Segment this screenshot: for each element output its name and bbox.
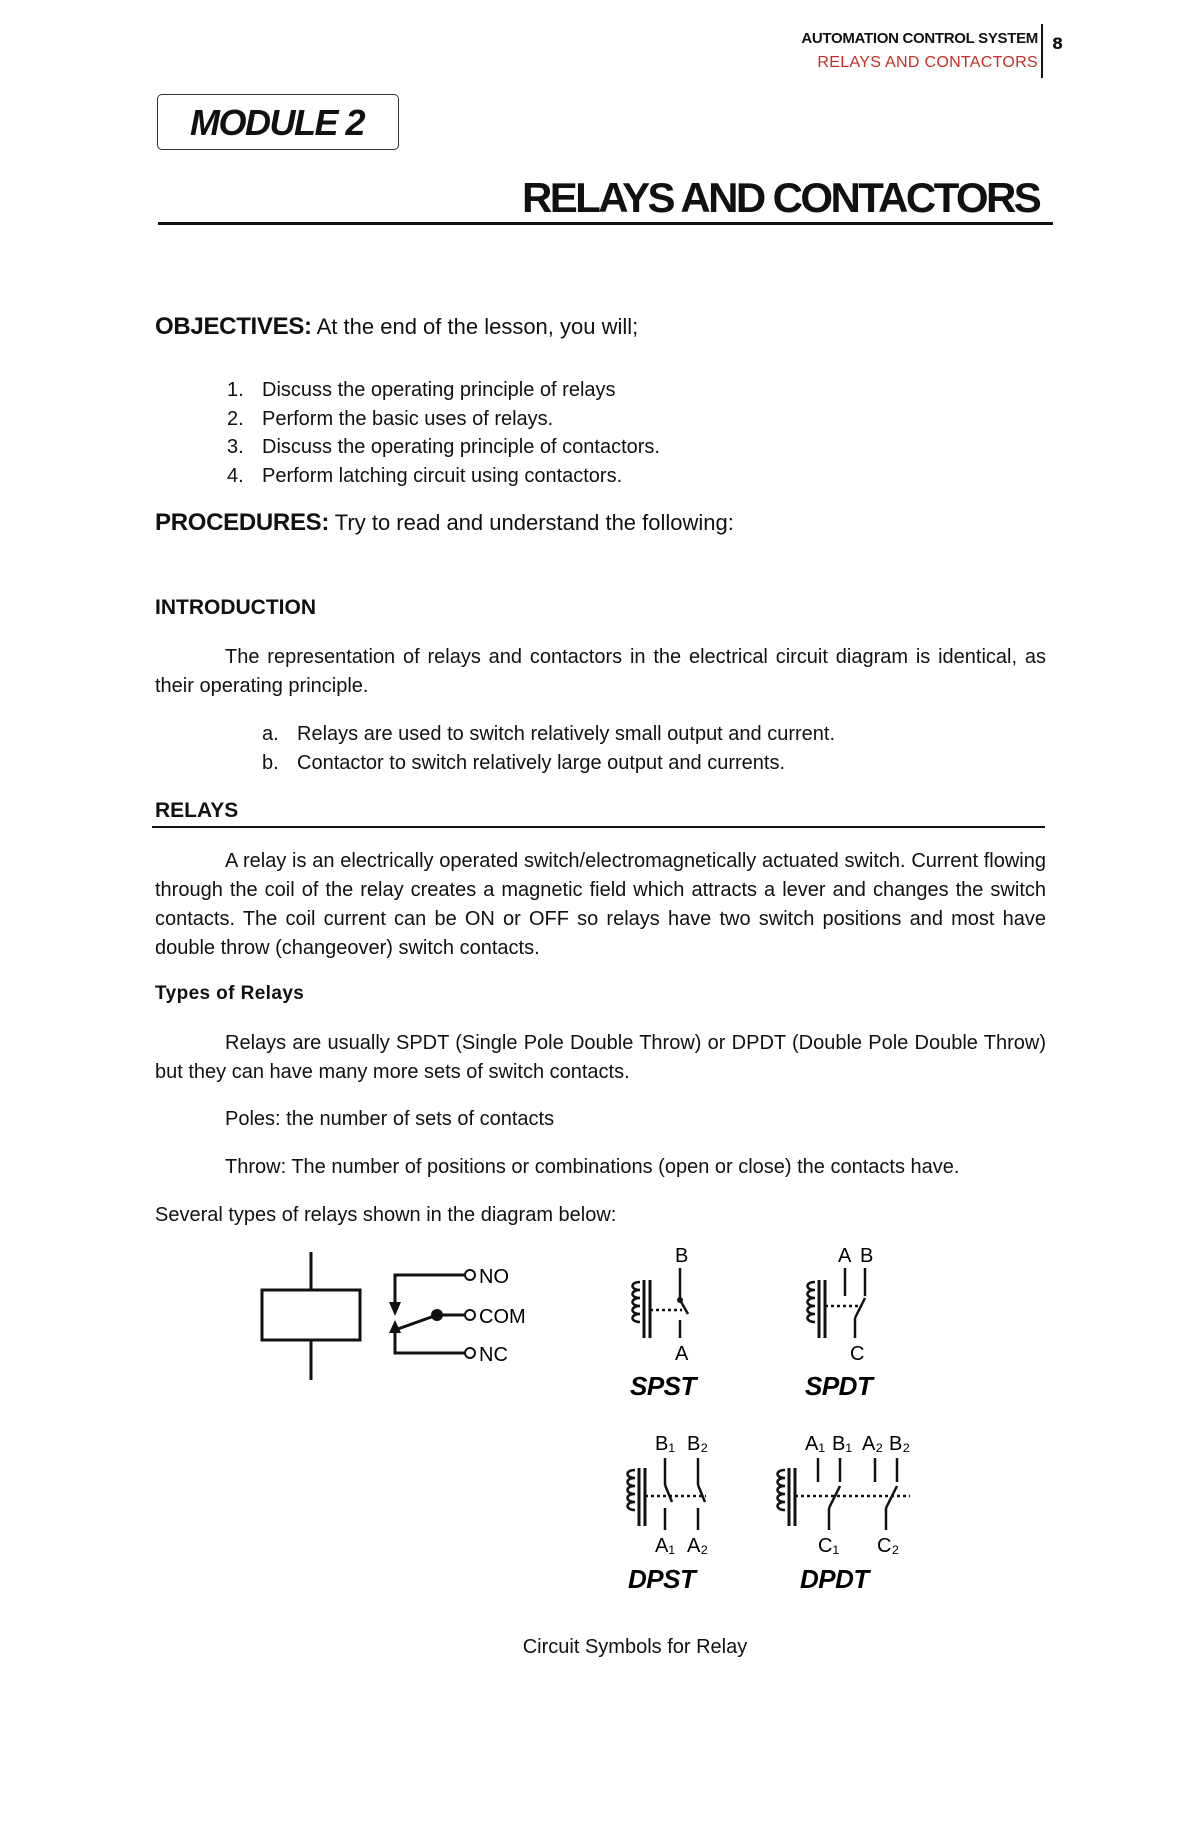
list-item bbox=[227, 462, 660, 491]
relays-paragraph bbox=[155, 847, 1046, 963]
list-item bbox=[227, 405, 660, 434]
list-item bbox=[262, 720, 835, 749]
diagram-intro: Several types of relays shown in the diagram below: bbox=[155, 1204, 617, 1226]
header-course-title: AUTOMATION CONTROL SYSTEM bbox=[801, 30, 1038, 47]
introduction-list bbox=[262, 720, 835, 777]
types-text: Relays are usually SPDT (Single Pole Double Throw) or DPDT (Double Pole Double Throw) but they can have many more sets of switch contacts. bbox=[155, 1032, 1046, 1083]
relays-underline bbox=[152, 826, 1045, 828]
dpdt-top-3-terminal: A₂ bbox=[862, 1433, 884, 1455]
dpdt-symbol bbox=[778, 1458, 911, 1530]
dpst-bottom-2-terminal: A₂ bbox=[687, 1535, 709, 1557]
list-number: 4. bbox=[227, 464, 244, 487]
list-number: 1. bbox=[227, 379, 244, 401]
list-text: Perform the basic uses of relays. bbox=[262, 407, 554, 430]
introduction-heading: INTRODUCTION bbox=[155, 596, 316, 619]
dpdt-top-1-terminal: A₁ bbox=[805, 1433, 826, 1455]
throw-definition: Throw: The number of positions or combinations (open or close) the contacts have. bbox=[225, 1156, 960, 1178]
list-number: 3. bbox=[227, 436, 244, 458]
nc-terminal-label: NC bbox=[479, 1344, 508, 1366]
types-paragraph bbox=[155, 1029, 1046, 1087]
list-text: Contactor to switch relatively large output and currents. bbox=[297, 751, 786, 774]
types-of-relays-heading: Types of Relays bbox=[155, 983, 305, 1004]
list-letter: b. bbox=[262, 751, 279, 774]
spst-symbol bbox=[633, 1268, 689, 1338]
relays-heading: RELAYS bbox=[155, 799, 239, 822]
dpst-symbol bbox=[628, 1458, 707, 1530]
introduction-paragraph bbox=[155, 643, 1046, 701]
title-underline bbox=[158, 222, 1053, 225]
objectives-intro: At the end of the lesson, you will; bbox=[311, 314, 639, 339]
spst-label: SPST bbox=[630, 1371, 696, 1401]
list-number: 2. bbox=[227, 407, 244, 430]
header-chapter-title: RELAYS AND CONTACTORS bbox=[817, 54, 1038, 71]
spdt-bottom-terminal: C bbox=[850, 1343, 865, 1365]
procedures-label: PROCEDURES: bbox=[155, 509, 330, 536]
list-text: Relays are used to switch relatively small output and current. bbox=[297, 723, 836, 745]
relay-symbols-diagram bbox=[250, 1240, 950, 1600]
com-terminal-label: COM bbox=[479, 1306, 526, 1328]
spst-bottom-terminal: A bbox=[675, 1343, 689, 1365]
objectives-list bbox=[227, 376, 660, 490]
poles-definition: Poles: the number of sets of contacts bbox=[225, 1108, 555, 1130]
page-title: RELAYS AND CONTACTORS bbox=[522, 174, 1040, 221]
dpdt-bottom-1-terminal: C₁ bbox=[818, 1535, 840, 1557]
list-item bbox=[227, 433, 660, 462]
list-text: Discuss the operating principle of contactors. bbox=[262, 436, 660, 458]
dpst-label: DPST bbox=[628, 1564, 696, 1594]
list-letter: a. bbox=[262, 723, 279, 745]
dpst-top-1-terminal: B₁ bbox=[655, 1433, 676, 1455]
list-text: Perform latching circuit using contactors. bbox=[262, 464, 623, 487]
module-label: MODULE 2 bbox=[190, 102, 365, 143]
page-number: 8 bbox=[1052, 34, 1064, 53]
objectives-label: OBJECTIVES: bbox=[155, 313, 312, 340]
header-divider bbox=[1041, 24, 1043, 78]
procedures-line bbox=[155, 509, 734, 537]
no-terminal-label: NO bbox=[479, 1266, 509, 1288]
relay-coil-box bbox=[262, 1290, 360, 1340]
dpdt-bottom-2-terminal: C₂ bbox=[877, 1535, 900, 1557]
relays-text: A relay is an electrically operated switch/electromagnetically actuated switch. Current flowing through the coil of the relay creates a magnetic field which attracts a lever and changes the switch contacts. The coil current can be ON or OFF so relays have two switch positions and most have double throw (changeover) switch contacts. bbox=[155, 850, 1046, 959]
dpdt-label: DPDT bbox=[800, 1564, 869, 1594]
diagram-caption: Circuit Symbols for Relay bbox=[522, 1636, 748, 1658]
dpst-bottom-1-terminal: A₁ bbox=[655, 1535, 676, 1557]
dpst-top-2-terminal: B₂ bbox=[687, 1433, 709, 1455]
spdt-top-right-terminal: B bbox=[860, 1245, 874, 1267]
spdt-symbol bbox=[808, 1268, 866, 1338]
list-text: Discuss the operating principle of relays bbox=[262, 379, 616, 401]
spdt-label: SPDT bbox=[805, 1371, 873, 1401]
spst-top-terminal: B bbox=[675, 1245, 689, 1267]
introduction-text: The representation of relays and contactors in the electrical circuit diagram is identical, as their operating principle. bbox=[155, 646, 1046, 697]
objectives-line bbox=[155, 313, 638, 341]
spdt-top-left-terminal: A bbox=[838, 1245, 852, 1267]
procedures-text: Try to read and understand the following: bbox=[329, 510, 734, 535]
dpdt-top-4-terminal: B₂ bbox=[889, 1433, 911, 1455]
list-item bbox=[262, 749, 835, 778]
list-item bbox=[227, 376, 660, 405]
dpdt-top-2-terminal: B₁ bbox=[832, 1433, 853, 1455]
